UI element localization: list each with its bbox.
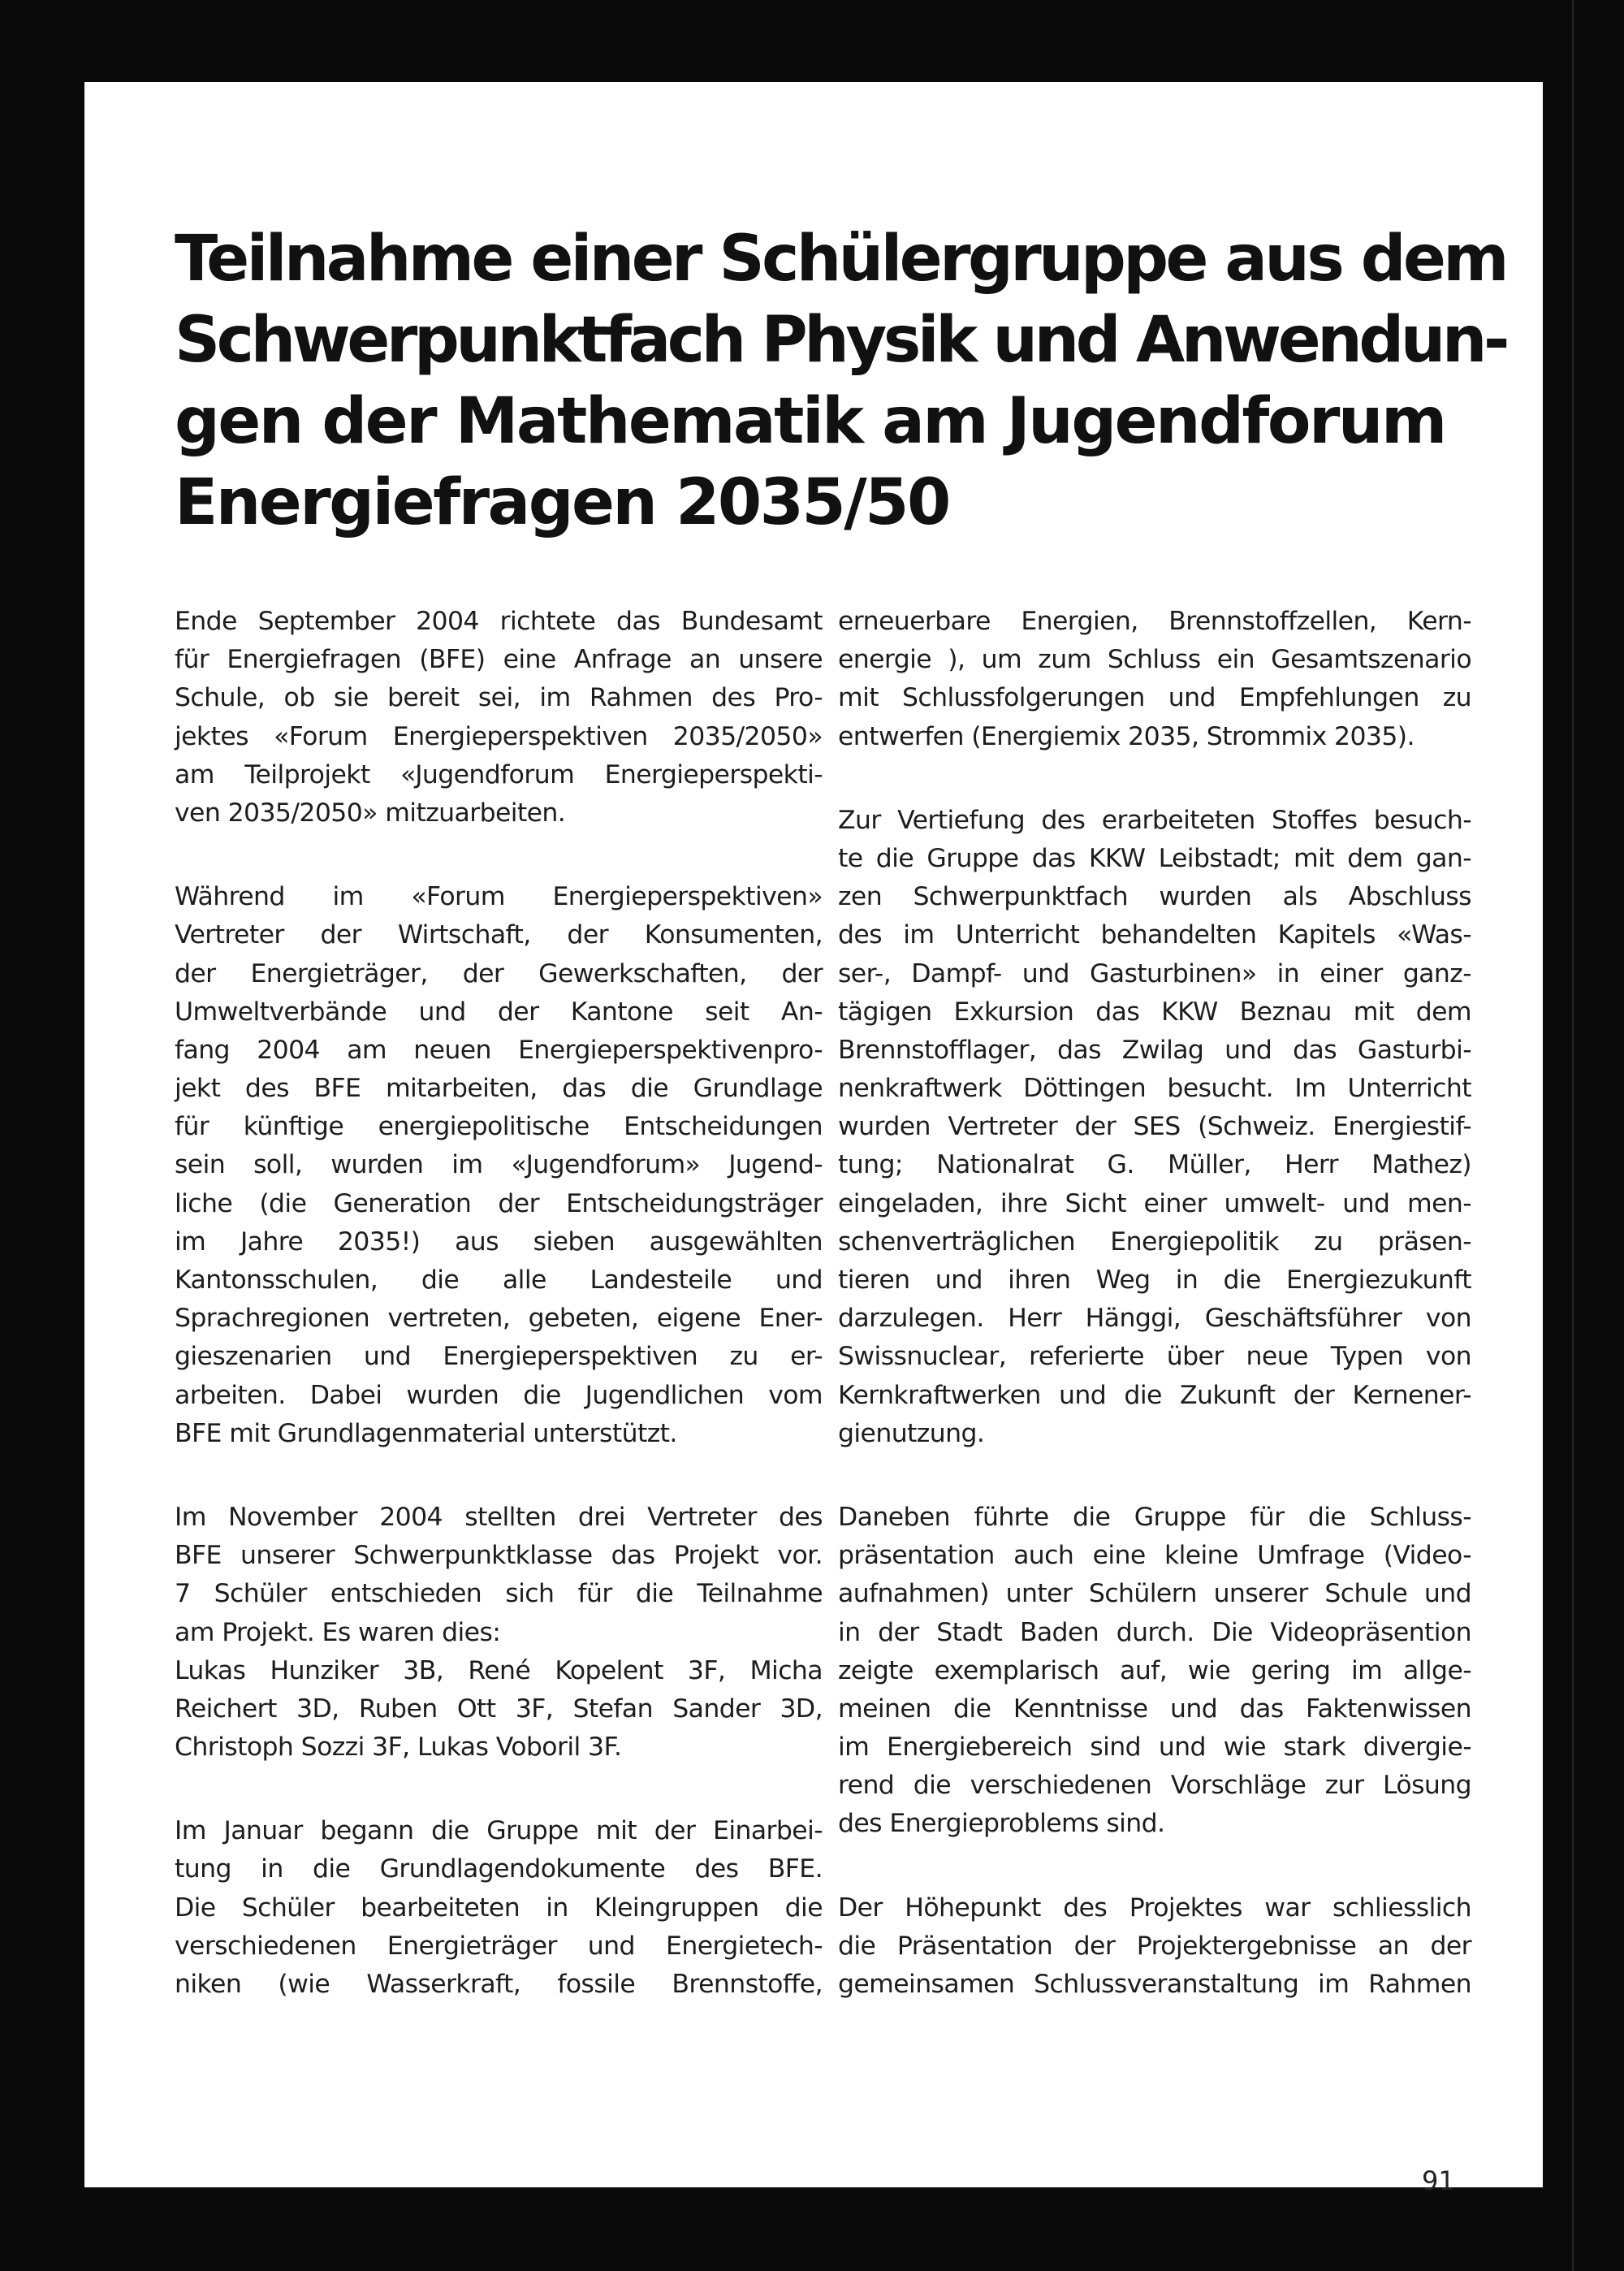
text-line: am Teilprojekt «Jugendforum Energieperspekti- (175, 759, 823, 789)
text-line: für künftige energiepolitische Entscheidungen (175, 1112, 823, 1142)
text-line: sein soll, wurden im «Jugendforum» Jugend- (175, 1150, 823, 1180)
text-line: Die Schüler bearbeiteten in Kleingruppen die (175, 1892, 823, 1923)
text-line: arbeiten. Dabei wurden die Jugendlichen vom (175, 1380, 823, 1410)
text-line: aufnahmen) unter Schülern unserer Schule und (838, 1579, 1471, 1609)
text-line: gemeinsamen Schlussveranstaltung im Rahmen (838, 1970, 1471, 1999)
paragraph (838, 1889, 1471, 2005)
text-line: präsentation auch eine kleine Umfrage (Video- (838, 1541, 1471, 1571)
text-line: Christoph Sozzi 3F, Lukas Voboril 3F. (175, 1732, 622, 1763)
text-line: niken (wie Wasserkraft, fossile Brennstoffe, (175, 1970, 823, 1999)
text-line: erneuerbare Energien, Brennstoffzellen, Kern- (838, 607, 1471, 636)
text-line: tung in die Grundlagendokumente des BFE. (175, 1854, 823, 1884)
text-line: des Energieproblems sind. (838, 1809, 1165, 1839)
text-line: ven 2035/2050» mitzuarbeiten. (175, 798, 566, 828)
text-line: entwerfen (Energiemix 2035, Strommix 2035). (838, 721, 1415, 751)
text-line: nenkraftwerk Döttingen besucht. Im Unterricht (838, 1074, 1471, 1104)
text-line: gienutzung. (838, 1418, 985, 1448)
text-line: gieszenarien und Energieperspektiven zu er- (175, 1342, 823, 1372)
text-line: Während im «Forum Energieperspektiven» (175, 882, 823, 912)
text-line: Brennstofflager, das Zwilag und das Gasturbi- (838, 1035, 1471, 1065)
text-line: Daneben führte die Gruppe für die Schluss- (838, 1502, 1471, 1532)
text-line: Im November 2004 stellten drei Vertreter des (175, 1502, 823, 1532)
right-column (838, 603, 1471, 2049)
text-line: tung; Nationalrat G. Müller, Herr Mathez) (838, 1150, 1471, 1180)
paragraph (838, 802, 1471, 1453)
title-line: Energiefragen 2035/50 (175, 466, 949, 539)
text-line: ser-, Dampf- und Gasturbinen» in einer ganz- (838, 958, 1471, 988)
text-line: Lukas Hunziker 3B, René Kopelent 3F, Micha (175, 1655, 823, 1685)
text-line: der Energieträger, der Gewerkschaften, der (175, 958, 823, 988)
text-line: Ende September 2004 richtete das Bundesamt (175, 607, 823, 636)
text-line: schenverträglichen Energiepolitik zu präsen- (838, 1226, 1471, 1257)
text-line: te die Gruppe das KKW Leibstadt; mit dem gan- (838, 843, 1471, 873)
text-line: BFE unserer Schwerpunktklasse das Projekt vor. (175, 1541, 823, 1571)
title-line: Teilnahme einer Schülergruppe aus dem (175, 223, 1506, 296)
text-line: Swissnuclear, referierte über neue Typen von (838, 1342, 1471, 1372)
scan-edge-line (1572, 0, 1574, 2271)
text-line: energie ), um zum Schluss ein Gesamtszenario (838, 645, 1471, 675)
paragraph (838, 1499, 1471, 1844)
text-line: tägigen Exkursion das KKW Beznau mit dem (838, 997, 1471, 1027)
text-line: jekt des BFE mitarbeiten, das die Grundlage (175, 1074, 823, 1104)
text-line: Im Januar begann die Gruppe mit der Einarbei- (175, 1816, 823, 1846)
paragraph (175, 603, 823, 833)
text-line: im Energiebereich sind und wie stark divergie- (838, 1732, 1471, 1763)
text-line: BFE mit Grundlagenmaterial unterstützt. (175, 1418, 677, 1448)
text-line: Reichert 3D, Ruben Ott 3F, Stefan Sander 3D, (175, 1694, 823, 1724)
text-line: für Energiefragen (BFE) eine Anfrage an unsere (175, 645, 823, 675)
paragraph (838, 603, 1471, 756)
text-line: mit Schlussfolgerungen und Empfehlungen zu (838, 683, 1471, 713)
page-number: 91 (1422, 2165, 1455, 2196)
text-line: im Jahre 2035!) aus sieben ausgewählten (175, 1226, 823, 1257)
paragraph (175, 878, 823, 1453)
document-page (84, 82, 1543, 2196)
text-line: Zur Vertiefung des erarbeiteten Stoffes besuch- (838, 805, 1471, 835)
text-line: zeigte exemplarisch auf, wie gering im allge- (838, 1655, 1471, 1685)
text-line: zen Schwerpunktfach wurden als Abschluss (838, 882, 1471, 912)
text-line: Kantonsschulen, die alle Landesteile und (175, 1265, 823, 1295)
title-line: Schwerpunktfach Physik und Anwendun- (175, 304, 1506, 377)
text-line: meinen die Kenntnisse und das Faktenwissen (838, 1694, 1471, 1724)
paragraph (175, 1499, 823, 1767)
text-line: tieren und ihren Weg in die Energiezukunft (838, 1265, 1471, 1295)
text-line: des im Unterricht behandelten Kapitels «Was- (838, 920, 1471, 950)
text-line: verschiedenen Energieträger und Energietech- (175, 1931, 823, 1961)
text-line: jektes «Forum Energieperspektiven 2035/2050» (175, 721, 823, 751)
text-line: 7 Schüler entschieden sich für die Teilnahme (175, 1579, 823, 1609)
text-line: liche (die Generation der Entscheidungsträger (175, 1188, 823, 1218)
paragraph (175, 1812, 823, 2004)
text-line: Vertreter der Wirtschaft, der Konsumenten, (175, 920, 823, 950)
article-title (175, 218, 1506, 543)
left-column (175, 603, 823, 2049)
text-line: die Präsentation der Projektergebnisse an der (838, 1931, 1471, 1961)
text-line: rend die verschiedenen Vorschläge zur Lösung (838, 1771, 1471, 1801)
text-line: Kernkraftwerken und die Zukunft der Kernener- (838, 1380, 1471, 1410)
title-line: gen der Mathematik am Jugendforum (175, 385, 1445, 458)
text-line: wurden Vertreter der SES (Schweiz. Energiestif- (838, 1112, 1471, 1142)
text-line: in der Stadt Baden durch. Die Videopräsention (838, 1617, 1471, 1647)
text-line: Schule, ob sie bereit sei, im Rahmen des Pro- (175, 683, 823, 713)
text-line: Umweltverbände und der Kantone seit An- (175, 997, 823, 1027)
text-line: Sprachregionen vertreten, gebeten, eigene Ener- (175, 1304, 823, 1334)
text-line: fang 2004 am neuen Energieperspektivenpro- (175, 1035, 823, 1065)
text-line: Der Höhepunkt des Projektes war schliesslich (838, 1892, 1471, 1923)
text-line: eingeladen, ihre Sicht einer umwelt- und men- (838, 1188, 1471, 1218)
text-line: am Projekt. Es waren dies: (175, 1617, 501, 1647)
text-line: darzulegen. Herr Hänggi, Geschäftsführer von (838, 1304, 1471, 1334)
